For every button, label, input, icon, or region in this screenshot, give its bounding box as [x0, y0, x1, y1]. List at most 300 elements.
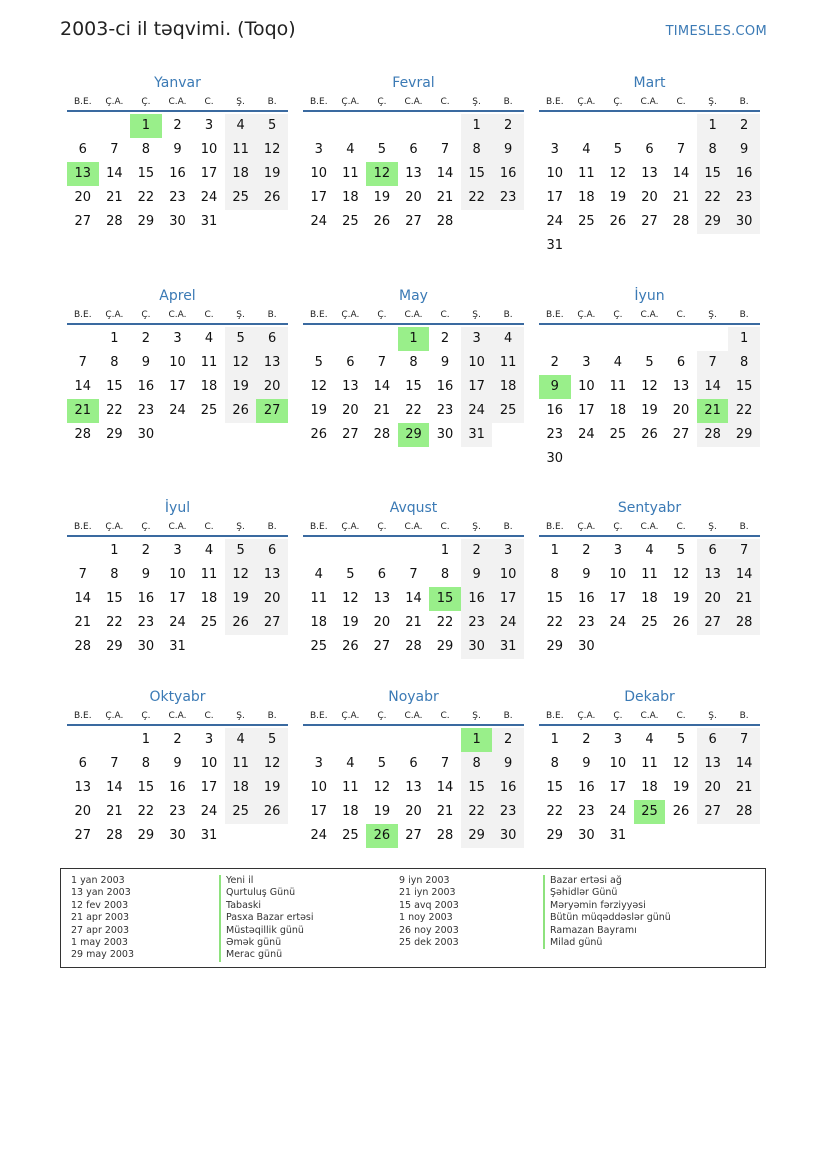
day-cell: 3	[613, 543, 623, 558]
month-name: Aprel	[159, 288, 196, 304]
day-cell: 25	[641, 615, 658, 630]
weekday-header	[303, 307, 524, 325]
legend-holiday-name: Milad günü	[543, 937, 671, 949]
weekday-label: C.	[204, 522, 214, 532]
weekday-label: Ç.A.	[341, 711, 360, 721]
day-cell: 28	[436, 214, 454, 229]
brand-logo-link[interactable]: TIMESLES.COM	[665, 24, 767, 39]
day-cell: 28	[697, 423, 729, 447]
day-cell: 4	[225, 728, 257, 752]
day-cell: 2	[173, 118, 182, 133]
day-cell: 2	[141, 543, 151, 558]
day-cell: 18	[225, 776, 257, 800]
day-cell: 22	[728, 399, 760, 423]
weekday-label: Ç.A.	[105, 97, 124, 107]
day-cell: 29	[546, 828, 564, 843]
weekday-label: C.	[676, 310, 686, 320]
legend-holiday-name: Ramazan Bayramı	[543, 925, 671, 937]
day-cell: 16	[492, 776, 524, 800]
holiday-day-cell: 9	[539, 375, 571, 399]
weekday-label: B.E.	[545, 310, 564, 320]
empty-cell	[99, 728, 131, 752]
day-cell: 5	[256, 114, 288, 138]
day-cell: 28	[74, 639, 92, 654]
day-cell: 27	[373, 639, 391, 654]
day-cell: 4	[582, 142, 591, 157]
day-cell: 3	[550, 142, 559, 157]
day-grid	[539, 539, 760, 659]
day-cell: 29	[137, 214, 155, 229]
day-cell: 12	[672, 756, 690, 771]
day-cell: 25	[200, 615, 218, 630]
holiday-day-cell: 13	[67, 162, 99, 186]
legend-date: 13 yan 2003	[71, 887, 131, 899]
day-cell: 7	[440, 756, 450, 771]
weekday-label: B.	[267, 522, 277, 532]
weekday-label: B.	[503, 310, 513, 320]
day-cell: 28	[405, 639, 422, 654]
day-cell: 11	[200, 567, 218, 582]
day-cell: 23	[461, 611, 493, 635]
day-cell: 21	[436, 804, 454, 819]
weekday-label: C.A.	[168, 522, 187, 532]
day-cell: 26	[609, 214, 627, 229]
day-cell: 3	[613, 732, 623, 747]
day-cell: 7	[440, 142, 450, 157]
day-grid	[303, 114, 524, 234]
day-cell: 17	[578, 403, 595, 418]
holiday-day-cell: 27	[256, 399, 288, 423]
day-cell: 21	[728, 587, 760, 611]
day-cell: 18	[641, 591, 658, 606]
weekday-label: C.	[440, 522, 450, 532]
day-cell: 27	[672, 427, 690, 442]
day-cell: 21	[436, 190, 454, 205]
day-cell: 8	[141, 142, 151, 157]
holiday-day-cell: 21	[697, 399, 729, 423]
day-cell: 4	[204, 331, 214, 346]
day-cell: 25	[492, 399, 524, 423]
day-cell: 6	[645, 142, 654, 157]
day-cell: 8	[550, 756, 559, 771]
legend-date: 29 may 2003	[71, 949, 135, 961]
day-cell: 4	[225, 114, 257, 138]
day-cell: 29	[697, 210, 729, 234]
day-cell: 14	[436, 166, 454, 181]
day-cell: 12	[256, 138, 288, 162]
day-cell: 16	[578, 591, 595, 606]
day-cell: 14	[728, 563, 760, 587]
day-cell: 19	[672, 591, 690, 606]
day-cell: 16	[436, 379, 454, 394]
weekday-label: B.E.	[73, 522, 92, 532]
day-cell: 11	[578, 166, 595, 181]
weekday-label: C.A.	[168, 97, 187, 107]
day-cell: 17	[546, 190, 564, 205]
day-cell: 4	[204, 543, 214, 558]
day-cell: 26	[256, 186, 288, 210]
month-block	[539, 686, 760, 848]
day-cell: 22	[461, 186, 493, 210]
legend-holiday-name: Tabaski	[219, 900, 314, 912]
day-cell: 9	[582, 567, 591, 582]
day-grid	[539, 114, 760, 258]
day-grid	[303, 539, 524, 659]
day-cell: 6	[676, 355, 686, 370]
weekday-header	[303, 94, 524, 112]
month-block	[303, 686, 524, 848]
day-cell: 30	[728, 210, 760, 234]
day-cell: 5	[676, 732, 686, 747]
day-cell: 6	[346, 355, 355, 370]
day-cell: 22	[546, 804, 564, 819]
weekday-label: C.A.	[404, 522, 423, 532]
weekday-label: C.	[676, 97, 686, 107]
day-cell: 23	[728, 186, 760, 210]
day-cell: 29	[728, 423, 760, 447]
weekday-label: Ş.	[708, 711, 717, 721]
day-cell: 4	[346, 142, 355, 157]
day-cell: 7	[78, 355, 87, 370]
day-cell: 1	[697, 114, 729, 138]
month-name: Yanvar	[154, 75, 201, 91]
day-cell: 15	[137, 166, 155, 181]
empty-cell	[67, 539, 99, 563]
day-cell: 14	[672, 166, 690, 181]
empty-cell	[366, 114, 398, 138]
weekday-label: B.E.	[309, 711, 328, 721]
day-cell: 9	[173, 756, 182, 771]
legend-date: 12 fev 2003	[71, 899, 129, 911]
day-cell: 13	[672, 379, 690, 394]
day-cell: 18	[225, 162, 257, 186]
empty-cell	[366, 327, 398, 351]
empty-cell	[67, 327, 99, 351]
day-cell: 30	[492, 824, 524, 848]
day-cell: 22	[546, 615, 564, 630]
weekday-label: Ç.	[613, 310, 623, 320]
day-cell: 18	[200, 591, 218, 606]
day-cell: 20	[697, 587, 729, 611]
day-cell: 13	[342, 379, 359, 394]
day-cell: 7	[728, 539, 760, 563]
weekday-label: C.A.	[168, 711, 187, 721]
day-cell: 20	[405, 190, 422, 205]
empty-cell	[99, 114, 131, 138]
day-cell: 10	[310, 166, 328, 181]
day-cell: 17	[310, 804, 328, 819]
day-cell: 13	[697, 752, 729, 776]
day-cell: 5	[225, 327, 257, 351]
day-cell: 2	[492, 114, 524, 138]
day-cell: 28	[436, 828, 454, 843]
day-cell: 30	[137, 427, 155, 442]
day-cell: 2	[492, 728, 524, 752]
weekday-header	[303, 519, 524, 537]
day-cell: 29	[461, 824, 493, 848]
weekday-label: B.	[267, 711, 277, 721]
day-cell: 8	[409, 355, 418, 370]
day-cell: 16	[546, 403, 564, 418]
day-cell: 30	[578, 639, 595, 654]
weekday-label: Ç.	[377, 97, 387, 107]
day-cell: 21	[74, 615, 92, 630]
day-cell: 29	[546, 639, 564, 654]
day-cell: 7	[110, 142, 119, 157]
weekday-label: B.E.	[309, 522, 328, 532]
day-cell: 8	[550, 567, 559, 582]
day-cell: 31	[461, 423, 493, 447]
day-cell: 3	[204, 732, 214, 747]
weekday-label: C.	[204, 310, 214, 320]
day-cell: 14	[106, 166, 123, 181]
day-cell: 14	[373, 379, 391, 394]
day-cell: 1	[440, 543, 450, 558]
day-cell: 7	[728, 728, 760, 752]
day-cell: 19	[641, 403, 658, 418]
month-block	[67, 285, 288, 447]
weekday-label: B.E.	[73, 711, 92, 721]
holiday-day-cell: 21	[67, 399, 99, 423]
day-cell: 24	[200, 190, 218, 205]
weekday-label: Ç.	[613, 97, 623, 107]
day-cell: 15	[728, 375, 760, 399]
month-block	[67, 686, 288, 848]
day-cell: 6	[409, 142, 418, 157]
weekday-label: Ş.	[708, 522, 717, 532]
day-cell: 9	[440, 355, 450, 370]
month-name: İyun	[634, 288, 665, 304]
day-cell: 11	[641, 756, 658, 771]
day-cell: 27	[256, 611, 288, 635]
weekday-label: B.E.	[73, 310, 92, 320]
day-cell: 26	[225, 611, 257, 635]
day-cell: 24	[546, 214, 564, 229]
month-name: Sentyabr	[617, 500, 682, 516]
empty-cell	[335, 327, 367, 351]
empty-cell	[602, 114, 634, 138]
day-cell: 8	[461, 752, 493, 776]
weekday-label: Ç.	[377, 711, 387, 721]
day-cell: 23	[169, 190, 186, 205]
day-cell: 9	[173, 142, 182, 157]
empty-cell	[539, 114, 571, 138]
weekday-header	[67, 94, 288, 112]
day-cell: 24	[200, 804, 218, 819]
day-cell: 8	[461, 138, 493, 162]
day-cell: 18	[641, 780, 658, 795]
day-cell: 11	[492, 351, 524, 375]
day-cell: 12	[672, 567, 690, 582]
weekday-label: Ş.	[236, 310, 245, 320]
weekday-label: B.	[739, 522, 749, 532]
day-cell: 9	[728, 138, 760, 162]
day-cell: 28	[106, 214, 123, 229]
day-cell: 15	[461, 776, 493, 800]
day-cell: 25	[310, 639, 328, 654]
weekday-label: Ç.	[613, 711, 623, 721]
day-cell: 23	[436, 403, 454, 418]
day-cell: 6	[256, 539, 288, 563]
holiday-day-cell: 1	[461, 728, 493, 752]
weekday-label: B.	[267, 97, 277, 107]
day-cell: 23	[492, 186, 524, 210]
weekday-label: Ç.	[141, 711, 151, 721]
day-cell: 22	[106, 615, 123, 630]
day-cell: 24	[169, 615, 186, 630]
weekday-label: B.E.	[545, 711, 564, 721]
day-cell: 9	[582, 756, 591, 771]
day-cell: 3	[173, 543, 182, 558]
empty-cell	[67, 114, 99, 138]
day-cell: 10	[492, 563, 524, 587]
day-cell: 17	[609, 591, 627, 606]
day-cell: 29	[137, 828, 155, 843]
weekday-label: Ç.A.	[341, 522, 360, 532]
day-cell: 23	[169, 804, 186, 819]
empty-cell	[366, 728, 398, 752]
weekday-label: Ş.	[472, 711, 481, 721]
day-cell: 10	[169, 355, 186, 370]
day-cell: 31	[546, 238, 564, 253]
day-cell: 30	[546, 451, 564, 466]
month-name: Mart	[633, 75, 666, 91]
empty-cell	[665, 114, 697, 138]
day-grid	[539, 327, 760, 471]
day-cell: 13	[405, 166, 422, 181]
weekday-label: C.	[204, 711, 214, 721]
day-cell: 9	[141, 567, 151, 582]
day-cell: 13	[74, 780, 92, 795]
day-cell: 7	[409, 567, 418, 582]
day-cell: 27	[405, 828, 422, 843]
day-cell: 18	[342, 804, 359, 819]
weekday-label: B.E.	[309, 310, 328, 320]
day-cell: 22	[405, 403, 422, 418]
day-cell: 5	[645, 355, 654, 370]
legend-holiday-name: Yeni il	[219, 875, 314, 887]
day-cell: 6	[78, 142, 87, 157]
month-name: Oktyabr	[149, 689, 206, 705]
day-cell: 3	[314, 142, 323, 157]
day-cell: 16	[728, 162, 760, 186]
weekday-label: Ç.A.	[341, 97, 360, 107]
day-cell: 28	[672, 214, 690, 229]
weekday-label: Ç.A.	[577, 522, 596, 532]
holiday-day-cell: 1	[398, 327, 430, 351]
weekday-header	[67, 307, 288, 325]
day-cell: 8	[728, 351, 760, 375]
day-cell: 2	[582, 543, 591, 558]
weekday-header	[67, 708, 288, 726]
day-cell: 19	[373, 190, 391, 205]
holiday-day-cell: 26	[366, 824, 398, 848]
day-cell: 16	[492, 162, 524, 186]
day-cell: 23	[578, 804, 595, 819]
day-cell: 24	[609, 804, 627, 819]
legend-holiday-name: Qurtuluş Günü	[219, 887, 314, 899]
legend-dates-right	[399, 875, 459, 949]
legend-date: 9 iyn 2003	[399, 875, 450, 886]
day-cell: 20	[74, 804, 92, 819]
day-cell: 11	[342, 780, 359, 795]
legend-date: 21 iyn 2003	[399, 887, 456, 899]
day-cell: 27	[641, 214, 658, 229]
day-cell: 30	[461, 635, 493, 659]
day-cell: 22	[106, 403, 123, 418]
day-cell: 13	[641, 166, 658, 181]
month-name: Dekabr	[624, 689, 675, 705]
day-cell: 10	[169, 567, 186, 582]
day-cell: 28	[106, 828, 123, 843]
day-cell: 7	[676, 142, 686, 157]
day-cell: 9	[461, 563, 493, 587]
day-cell: 31	[200, 214, 218, 229]
day-cell: 23	[492, 800, 524, 824]
day-cell: 25	[578, 214, 595, 229]
day-cell: 19	[342, 615, 359, 630]
weekday-label: Ç.A.	[105, 310, 124, 320]
day-grid	[539, 728, 760, 848]
day-cell: 12	[256, 752, 288, 776]
month-name: Avqust	[389, 500, 438, 516]
day-cell: 21	[728, 776, 760, 800]
day-cell: 17	[609, 780, 627, 795]
day-cell: 15	[106, 591, 123, 606]
weekday-label: Ş.	[236, 711, 245, 721]
day-cell: 9	[141, 355, 151, 370]
day-cell: 21	[373, 403, 391, 418]
day-grid	[303, 327, 524, 447]
day-cell: 18	[609, 403, 627, 418]
legend-date: 1 noy 2003	[399, 912, 453, 924]
day-cell: 15	[546, 591, 564, 606]
day-cell: 17	[492, 587, 524, 611]
day-cell: 14	[405, 591, 422, 606]
weekday-label: Ç.A.	[577, 97, 596, 107]
holiday-day-cell: 25	[634, 800, 666, 824]
legend-dates-left	[71, 875, 134, 962]
day-cell: 16	[137, 379, 155, 394]
day-cell: 10	[609, 567, 627, 582]
day-cell: 4	[645, 732, 654, 747]
holiday-day-cell: 1	[130, 114, 162, 138]
day-cell: 26	[672, 804, 690, 819]
day-cell: 12	[225, 351, 257, 375]
day-cell: 31	[609, 828, 627, 843]
day-cell: 10	[546, 166, 564, 181]
day-cell: 7	[78, 567, 87, 582]
day-cell: 27	[697, 800, 729, 824]
day-cell: 14	[74, 591, 92, 606]
day-cell: 30	[169, 828, 186, 843]
month-name: Fevral	[392, 75, 435, 91]
empty-cell	[335, 114, 367, 138]
empty-cell	[571, 327, 603, 351]
day-cell: 30	[578, 828, 595, 843]
weekday-label: Ç.	[141, 97, 151, 107]
day-cell: 15	[697, 162, 729, 186]
weekday-label: B.E.	[545, 522, 564, 532]
weekday-label: C.A.	[640, 310, 659, 320]
legend-holiday-name: Pasxa Bazar ertəsi	[219, 912, 314, 924]
legend-holiday-name: Əmək günü	[219, 937, 314, 949]
day-cell: 1	[550, 732, 559, 747]
weekday-label: Ş.	[472, 522, 481, 532]
day-cell: 28	[728, 611, 760, 635]
weekday-label: B.	[503, 522, 513, 532]
legend-date: 21 apr 2003	[71, 912, 130, 924]
